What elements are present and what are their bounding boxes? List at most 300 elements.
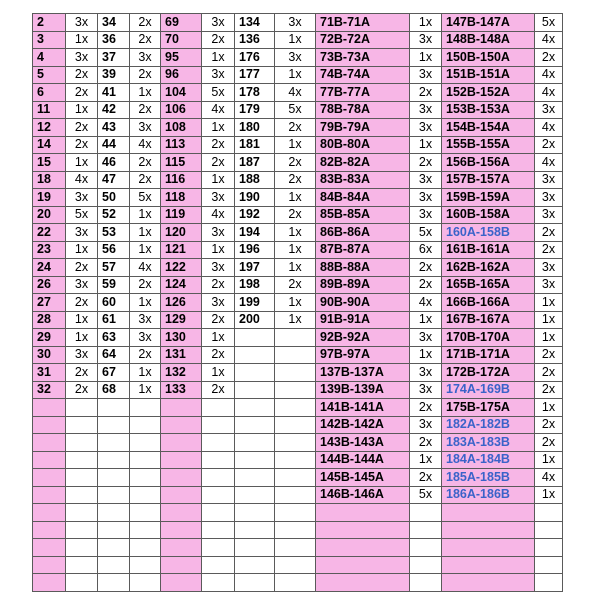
part-code-cell: 32: [33, 381, 66, 399]
part-count-cell: [202, 556, 235, 574]
part-count-cell: 3x: [130, 329, 161, 347]
part-code-cell: 160A-158B: [442, 224, 535, 242]
part-count-cell: 1x: [275, 259, 316, 277]
part-count-cell: 4x: [535, 66, 563, 84]
part-code-cell: 74B-74A: [316, 66, 410, 84]
part-code-cell: 89B-89A: [316, 276, 410, 294]
part-count-cell: [275, 574, 316, 592]
part-count-cell: [202, 486, 235, 504]
part-count-cell: 1x: [130, 294, 161, 312]
part-count-cell: [130, 451, 161, 469]
part-code-cell: [33, 574, 66, 592]
part-code-cell: 126: [161, 294, 202, 312]
part-code-cell: 96: [161, 66, 202, 84]
table-row: [33, 49, 563, 67]
part-code-cell: [442, 504, 535, 522]
part-count-cell: 2x: [535, 346, 563, 364]
part-count-cell: [410, 574, 442, 592]
table-row: [33, 329, 563, 347]
part-count-cell: [66, 556, 98, 574]
table-row: [33, 469, 563, 487]
part-count-cell: [66, 504, 98, 522]
part-count-cell: [202, 504, 235, 522]
part-count-cell: 1x: [535, 399, 563, 417]
part-code-cell: 157B-157A: [442, 171, 535, 189]
part-code-cell: 59: [98, 276, 130, 294]
part-code-cell: [161, 539, 202, 557]
part-code-cell: 4: [33, 49, 66, 67]
part-count-cell: 3x: [202, 14, 235, 32]
part-count-cell: 4x: [130, 136, 161, 154]
part-count-cell: 5x: [202, 84, 235, 102]
part-code-cell: [235, 346, 275, 364]
part-code-cell: 26: [33, 276, 66, 294]
part-code-cell: 161B-161A: [442, 241, 535, 259]
part-count-cell: 3x: [410, 119, 442, 137]
part-code-cell: [98, 521, 130, 539]
part-count-cell: [275, 469, 316, 487]
part-code-cell: [316, 539, 410, 557]
part-code-cell: 198: [235, 276, 275, 294]
part-count-cell: 3x: [202, 224, 235, 242]
part-code-cell: 143B-143A: [316, 434, 410, 452]
part-count-cell: 1x: [66, 101, 98, 119]
part-count-cell: [66, 574, 98, 592]
table-row: [33, 171, 563, 189]
part-code-cell: 77B-77A: [316, 84, 410, 102]
part-count-cell: 3x: [275, 49, 316, 67]
part-code-cell: 106: [161, 101, 202, 119]
part-code-cell: [316, 521, 410, 539]
part-code-cell: [33, 521, 66, 539]
part-count-cell: 1x: [275, 224, 316, 242]
part-count-cell: [202, 416, 235, 434]
part-code-cell: [235, 504, 275, 522]
part-code-cell: 60: [98, 294, 130, 312]
part-code-cell: 71B-71A: [316, 14, 410, 32]
part-count-cell: 4x: [410, 294, 442, 312]
part-code-cell: 113: [161, 136, 202, 154]
part-count-cell: 1x: [202, 364, 235, 382]
part-code-cell: [161, 399, 202, 417]
table-row: [33, 241, 563, 259]
part-count-cell: [130, 539, 161, 557]
part-count-cell: [130, 521, 161, 539]
part-count-cell: 3x: [535, 206, 563, 224]
part-count-cell: 3x: [410, 189, 442, 207]
part-count-cell: 2x: [202, 346, 235, 364]
part-code-cell: 148B-148A: [442, 31, 535, 49]
part-count-cell: 4x: [535, 84, 563, 102]
part-code-cell: 14: [33, 136, 66, 154]
part-code-cell: [98, 399, 130, 417]
part-count-cell: 1x: [410, 136, 442, 154]
part-count-cell: [275, 434, 316, 452]
part-code-cell: [33, 556, 66, 574]
part-count-cell: 2x: [535, 224, 563, 242]
part-code-cell: [235, 381, 275, 399]
part-count-cell: 2x: [66, 259, 98, 277]
part-code-cell: [98, 469, 130, 487]
part-count-cell: 3x: [410, 206, 442, 224]
part-count-cell: 1x: [66, 329, 98, 347]
part-code-cell: 30: [33, 346, 66, 364]
table-row: [33, 504, 563, 522]
part-code-cell: 115: [161, 154, 202, 172]
part-count-cell: [275, 399, 316, 417]
part-count-cell: 4x: [275, 84, 316, 102]
part-code-cell: 57: [98, 259, 130, 277]
part-code-cell: 185A-185B: [442, 469, 535, 487]
part-count-cell: [410, 504, 442, 522]
part-code-cell: 119: [161, 206, 202, 224]
part-code-cell: 162B-162A: [442, 259, 535, 277]
part-count-cell: 2x: [535, 136, 563, 154]
part-count-cell: 1x: [130, 381, 161, 399]
table-row: [33, 259, 563, 277]
part-code-cell: 79B-79A: [316, 119, 410, 137]
part-code-cell: 20: [33, 206, 66, 224]
part-count-cell: 4x: [130, 259, 161, 277]
part-code-cell: 64: [98, 346, 130, 364]
part-count-cell: 3x: [410, 381, 442, 399]
part-count-cell: [275, 381, 316, 399]
part-code-cell: 83B-83A: [316, 171, 410, 189]
part-count-cell: [535, 504, 563, 522]
part-count-cell: 2x: [202, 154, 235, 172]
part-count-cell: 4x: [202, 101, 235, 119]
part-code-cell: 82B-82A: [316, 154, 410, 172]
part-count-cell: 2x: [275, 154, 316, 172]
part-count-cell: 3x: [202, 259, 235, 277]
part-code-cell: 131: [161, 346, 202, 364]
part-code-cell: 141B-141A: [316, 399, 410, 417]
part-count-cell: 2x: [202, 136, 235, 154]
table-row: [33, 101, 563, 119]
part-code-cell: 187: [235, 154, 275, 172]
part-count-cell: 3x: [66, 189, 98, 207]
part-count-cell: 2x: [130, 31, 161, 49]
part-code-cell: [235, 469, 275, 487]
part-count-cell: 3x: [410, 31, 442, 49]
part-code-cell: 28: [33, 311, 66, 329]
part-code-cell: 174A-169B: [442, 381, 535, 399]
part-count-cell: [66, 469, 98, 487]
part-code-cell: [33, 399, 66, 417]
part-code-cell: 44: [98, 136, 130, 154]
part-count-cell: 3x: [275, 14, 316, 32]
part-code-cell: 144B-144A: [316, 451, 410, 469]
part-count-cell: 1x: [275, 31, 316, 49]
part-count-cell: [130, 556, 161, 574]
part-code-cell: 24: [33, 259, 66, 277]
part-count-cell: 1x: [410, 451, 442, 469]
part-code-cell: 43: [98, 119, 130, 137]
part-code-cell: [98, 434, 130, 452]
part-code-cell: 122: [161, 259, 202, 277]
part-count-cell: 5x: [275, 101, 316, 119]
part-count-cell: 2x: [410, 154, 442, 172]
part-count-cell: 1x: [202, 329, 235, 347]
part-code-cell: 179: [235, 101, 275, 119]
part-count-cell: 2x: [535, 364, 563, 382]
part-count-cell: 3x: [535, 276, 563, 294]
part-code-cell: 97B-97A: [316, 346, 410, 364]
part-code-cell: 180: [235, 119, 275, 137]
part-code-cell: 73B-73A: [316, 49, 410, 67]
part-count-cell: 2x: [130, 171, 161, 189]
part-count-cell: 2x: [66, 136, 98, 154]
part-count-cell: 1x: [275, 66, 316, 84]
part-count-cell: 5x: [66, 206, 98, 224]
part-count-cell: 1x: [275, 241, 316, 259]
part-count-cell: [535, 556, 563, 574]
part-code-cell: [235, 329, 275, 347]
part-count-cell: [202, 469, 235, 487]
part-code-cell: [33, 434, 66, 452]
part-count-cell: [66, 416, 98, 434]
part-code-cell: 182A-182B: [442, 416, 535, 434]
part-count-cell: [202, 574, 235, 592]
part-count-cell: 3x: [202, 294, 235, 312]
part-count-cell: 2x: [410, 84, 442, 102]
part-code-cell: [316, 574, 410, 592]
part-count-cell: 1x: [130, 241, 161, 259]
part-count-cell: [202, 539, 235, 557]
table-row: [33, 136, 563, 154]
part-code-cell: 61: [98, 311, 130, 329]
table-row: [33, 381, 563, 399]
part-code-cell: 132: [161, 364, 202, 382]
part-count-cell: 1x: [130, 224, 161, 242]
part-code-cell: [235, 556, 275, 574]
table-row: [33, 66, 563, 84]
part-code-cell: [161, 504, 202, 522]
table-row: [33, 119, 563, 137]
part-code-cell: 159B-159A: [442, 189, 535, 207]
part-code-cell: [235, 434, 275, 452]
part-count-cell: [410, 539, 442, 557]
part-code-cell: 200: [235, 311, 275, 329]
table-row: [33, 31, 563, 49]
part-code-cell: 39: [98, 66, 130, 84]
part-count-cell: 3x: [66, 346, 98, 364]
part-count-cell: [66, 451, 98, 469]
part-code-cell: 19: [33, 189, 66, 207]
table-row: [33, 574, 563, 592]
part-count-cell: 3x: [410, 416, 442, 434]
part-count-cell: 1x: [535, 486, 563, 504]
part-count-cell: 2x: [202, 311, 235, 329]
part-count-cell: [275, 451, 316, 469]
part-count-cell: 1x: [535, 294, 563, 312]
part-code-cell: [33, 469, 66, 487]
part-code-cell: [161, 521, 202, 539]
part-code-cell: [235, 364, 275, 382]
part-code-cell: 92B-92A: [316, 329, 410, 347]
part-count-cell: 2x: [275, 276, 316, 294]
part-code-cell: 22: [33, 224, 66, 242]
part-code-cell: 47: [98, 171, 130, 189]
part-code-cell: 15: [33, 154, 66, 172]
part-code-cell: 167B-167A: [442, 311, 535, 329]
part-count-cell: 2x: [130, 276, 161, 294]
part-code-cell: 31: [33, 364, 66, 382]
part-code-cell: [33, 416, 66, 434]
part-code-cell: 197: [235, 259, 275, 277]
part-count-cell: 1x: [130, 364, 161, 382]
part-code-cell: 42: [98, 101, 130, 119]
part-code-cell: [235, 451, 275, 469]
part-code-cell: [161, 416, 202, 434]
part-code-cell: 156B-156A: [442, 154, 535, 172]
table-row: [33, 434, 563, 452]
part-code-cell: 154B-154A: [442, 119, 535, 137]
part-count-cell: 2x: [535, 434, 563, 452]
part-count-cell: 3x: [202, 66, 235, 84]
part-code-cell: 46: [98, 154, 130, 172]
table-row: [33, 399, 563, 417]
part-count-cell: 1x: [275, 189, 316, 207]
part-count-cell: [275, 416, 316, 434]
part-code-cell: 175B-175A: [442, 399, 535, 417]
part-code-cell: 72B-72A: [316, 31, 410, 49]
part-count-cell: [66, 434, 98, 452]
part-count-cell: 2x: [130, 154, 161, 172]
part-code-cell: 178: [235, 84, 275, 102]
part-code-cell: [161, 574, 202, 592]
part-count-cell: [130, 399, 161, 417]
part-count-cell: [202, 451, 235, 469]
part-count-cell: 2x: [410, 276, 442, 294]
part-count-cell: 3x: [535, 171, 563, 189]
part-code-cell: 29: [33, 329, 66, 347]
part-code-cell: [161, 469, 202, 487]
part-count-cell: 3x: [410, 101, 442, 119]
part-code-cell: 160B-158A: [442, 206, 535, 224]
part-code-cell: 68: [98, 381, 130, 399]
part-count-cell: 1x: [66, 31, 98, 49]
part-code-cell: 134: [235, 14, 275, 32]
part-code-cell: [235, 399, 275, 417]
part-code-cell: 56: [98, 241, 130, 259]
part-count-cell: [202, 399, 235, 417]
part-count-cell: 3x: [535, 259, 563, 277]
part-count-cell: 1x: [410, 311, 442, 329]
part-code-cell: 176: [235, 49, 275, 67]
part-code-cell: 53: [98, 224, 130, 242]
part-count-cell: 2x: [202, 276, 235, 294]
part-code-cell: 139B-139A: [316, 381, 410, 399]
part-count-cell: 3x: [202, 189, 235, 207]
part-count-cell: [535, 521, 563, 539]
part-count-cell: 5x: [535, 14, 563, 32]
part-count-cell: 2x: [66, 294, 98, 312]
part-count-cell: 4x: [535, 31, 563, 49]
part-count-cell: 2x: [535, 49, 563, 67]
part-count-cell: [275, 364, 316, 382]
part-count-cell: [275, 556, 316, 574]
part-code-cell: 146B-146A: [316, 486, 410, 504]
part-code-cell: [316, 556, 410, 574]
part-count-cell: [130, 504, 161, 522]
part-code-cell: 78B-78A: [316, 101, 410, 119]
part-code-cell: [98, 416, 130, 434]
part-count-cell: 1x: [410, 49, 442, 67]
part-code-cell: 2: [33, 14, 66, 32]
part-count-cell: 3x: [130, 119, 161, 137]
part-count-cell: 1x: [275, 136, 316, 154]
part-code-cell: 145B-145A: [316, 469, 410, 487]
part-code-cell: 88B-88A: [316, 259, 410, 277]
part-count-cell: [535, 539, 563, 557]
part-count-cell: [275, 521, 316, 539]
part-count-cell: [66, 486, 98, 504]
part-count-cell: 3x: [130, 311, 161, 329]
part-code-cell: 172B-172A: [442, 364, 535, 382]
part-code-cell: 147B-147A: [442, 14, 535, 32]
part-code-cell: 199: [235, 294, 275, 312]
part-count-cell: 2x: [410, 434, 442, 452]
part-code-cell: [161, 486, 202, 504]
part-count-cell: 2x: [130, 101, 161, 119]
part-code-cell: [161, 434, 202, 452]
part-count-cell: 1x: [410, 14, 442, 32]
part-count-cell: [66, 539, 98, 557]
part-code-cell: 166B-166A: [442, 294, 535, 312]
part-count-cell: 2x: [130, 346, 161, 364]
table-row: [33, 206, 563, 224]
part-code-cell: 63: [98, 329, 130, 347]
part-code-cell: 85B-85A: [316, 206, 410, 224]
part-code-cell: 12: [33, 119, 66, 137]
part-code-cell: [33, 451, 66, 469]
part-count-cell: 1x: [202, 49, 235, 67]
part-code-cell: 190: [235, 189, 275, 207]
part-count-cell: [130, 486, 161, 504]
part-code-cell: 104: [161, 84, 202, 102]
part-count-cell: 2x: [130, 66, 161, 84]
part-code-cell: 3: [33, 31, 66, 49]
part-count-cell: 2x: [202, 381, 235, 399]
part-count-cell: 1x: [535, 451, 563, 469]
part-count-cell: [275, 346, 316, 364]
table-row: [33, 311, 563, 329]
part-code-cell: [235, 574, 275, 592]
part-count-cell: 1x: [275, 294, 316, 312]
table-row: [33, 276, 563, 294]
part-code-cell: 84B-84A: [316, 189, 410, 207]
part-count-cell: [275, 504, 316, 522]
part-code-cell: 153B-153A: [442, 101, 535, 119]
part-code-cell: 142B-142A: [316, 416, 410, 434]
part-count-cell: 2x: [275, 171, 316, 189]
part-code-cell: 27: [33, 294, 66, 312]
part-code-cell: [98, 486, 130, 504]
part-code-cell: 118: [161, 189, 202, 207]
part-code-cell: 194: [235, 224, 275, 242]
part-code-cell: 130: [161, 329, 202, 347]
part-code-cell: 136: [235, 31, 275, 49]
part-code-cell: 120: [161, 224, 202, 242]
part-count-cell: 3x: [130, 49, 161, 67]
part-code-cell: [161, 451, 202, 469]
part-code-cell: 170B-170A: [442, 329, 535, 347]
part-code-cell: 165B-165A: [442, 276, 535, 294]
table-row: [33, 364, 563, 382]
part-count-cell: 1x: [202, 171, 235, 189]
part-count-cell: 3x: [66, 276, 98, 294]
